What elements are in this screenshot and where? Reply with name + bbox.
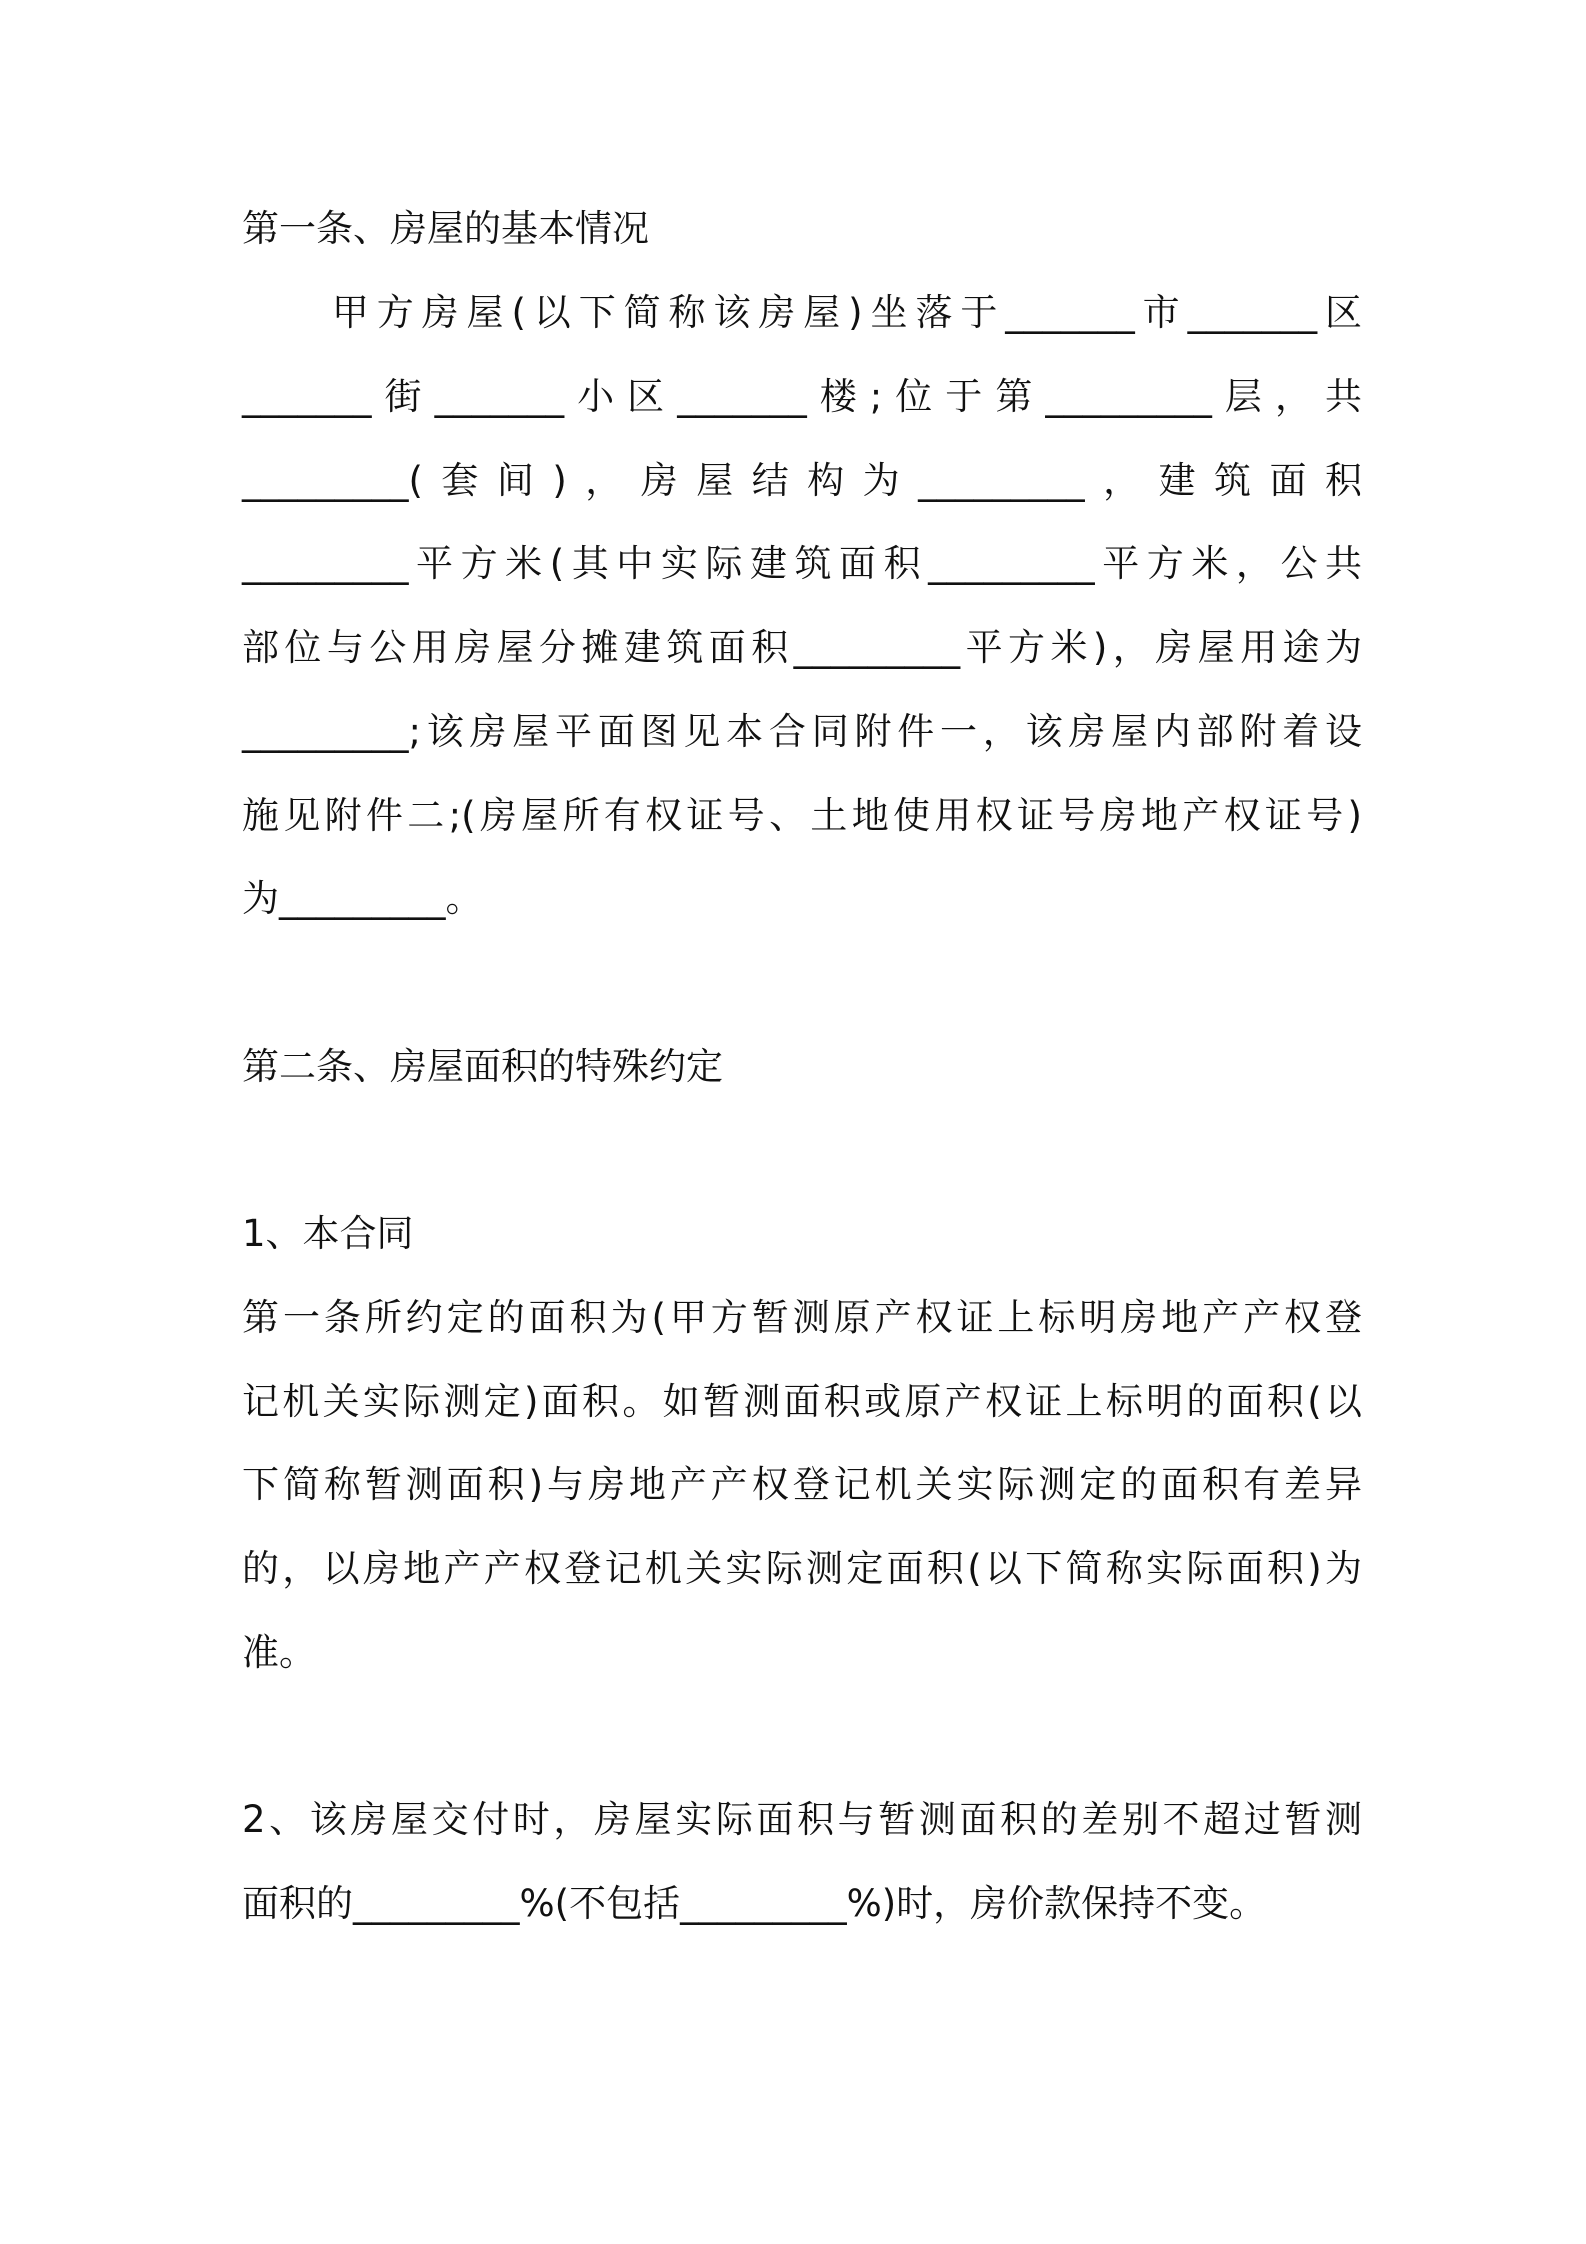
section1-line-4: _________平方米(其中实际建筑面积_________平方米，公共 — [242, 542, 1362, 585]
section2-item1-line-3: 下简称暂测面积)与房地产产权登记机关实际测定的面积有差异 — [242, 1463, 1362, 1506]
section2-heading: 第二条、房屋面积的特殊约定 — [242, 1045, 723, 1088]
section1-line-2: _______街_______小区_______楼;位于第_________层，共 — [242, 375, 1362, 418]
section2-item2-line-2: 面积的_________%(不包括_________%)时，房价款保持不变。 — [242, 1882, 1267, 1925]
section1-line-3: _________(套间)，房屋结构为_________，建筑面积 — [242, 459, 1362, 502]
section2-item1-line-1: 第一条所约定的面积为(甲方暂测原产权证上标明房地产产权登 — [242, 1296, 1362, 1339]
section2-item2-line-1: 2、该房屋交付时，房屋实际面积与暂测面积的差别不超过暂测 — [242, 1798, 1362, 1841]
section1-line-6: _________;该房屋平面图见本合同附件一，该房屋内部附着设 — [242, 710, 1362, 753]
section2-item1-line-4: 的，以房地产产权登记机关实际测定面积(以下简称实际面积)为 — [242, 1547, 1362, 1590]
section2-item1-line-5: 准。 — [242, 1631, 316, 1674]
section1-line-8: 为_________。 — [242, 877, 483, 920]
section2-item1-line-2: 记机关实际测定)面积。如暂测面积或原产权证上标明的面积(以 — [242, 1380, 1362, 1423]
section1-line-7: 施见附件二;(房屋所有权证号、土地使用权证号房地产权证号) — [242, 794, 1362, 837]
section1-line-5: 部位与公用房屋分摊建筑面积_________平方米)，房屋用途为 — [242, 626, 1362, 669]
section1-line-1: 甲方房屋(以下简称该房屋)坐落于_______市_______区 — [242, 291, 1362, 334]
section1-heading: 第一条、房屋的基本情况 — [242, 207, 649, 250]
section2-item1-title: 1、本合同 — [242, 1212, 414, 1255]
